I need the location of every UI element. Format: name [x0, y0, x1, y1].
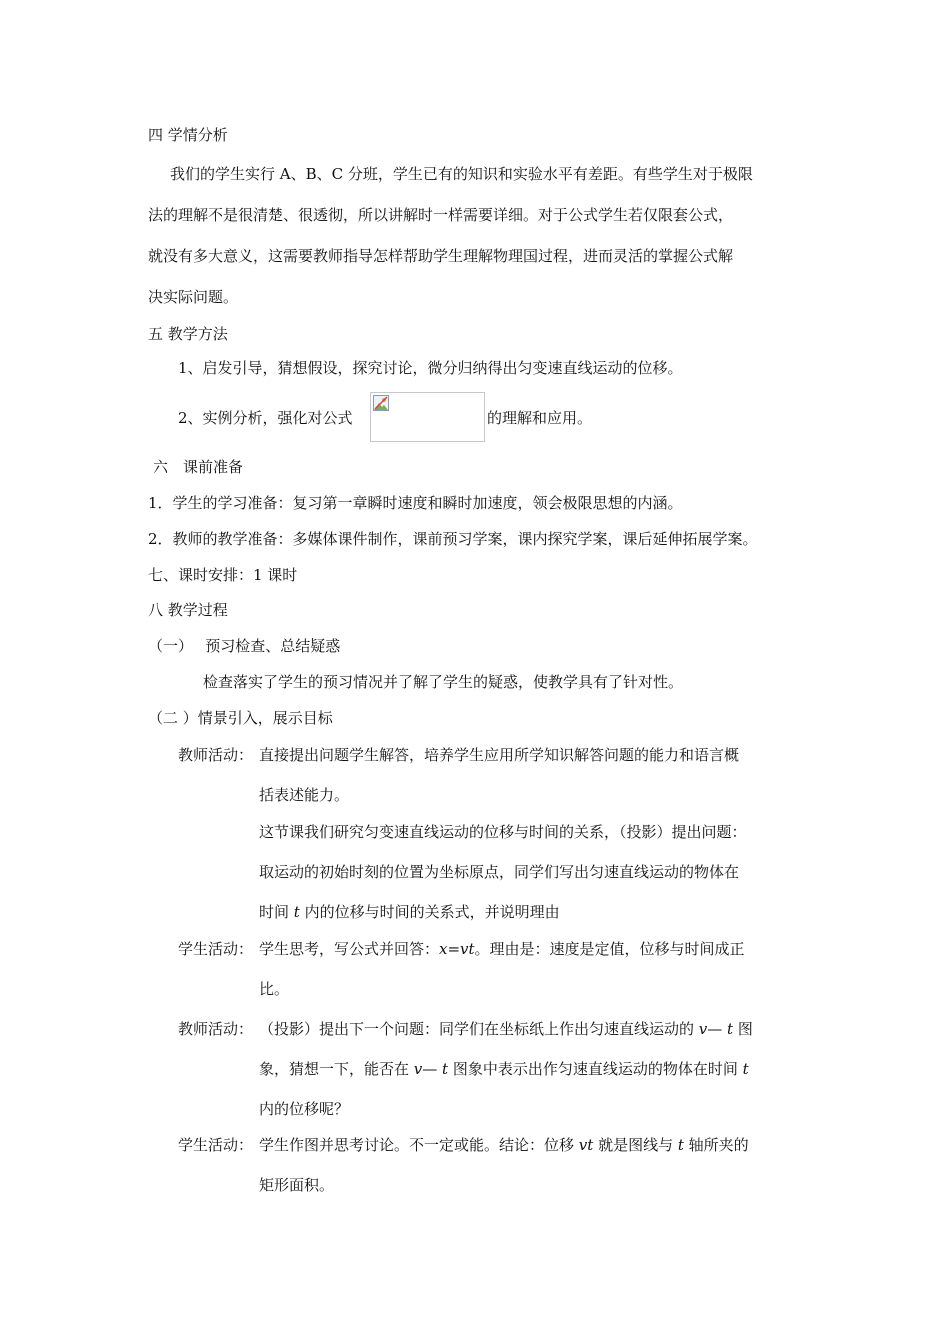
teacher-activity-2-label: 教师活动： — [178, 1020, 254, 1038]
sub2-heading: （二 ）情景引入，展示目标 — [148, 709, 333, 727]
section4-para-line2: 法的理解不是很清楚、很透彻，所以讲解时一样需要详细。对于公式学生若仅限套公式， — [148, 206, 734, 224]
teacher-activity-2-line1: （投影）提出下一个问题：同学们在坐标纸上作出匀速直线运动的 v— t 图 — [259, 1020, 753, 1038]
section5-item1: 1、启发引导，猜想假设，探究讨论，微分归纳得出匀变速直线运动的位移。 — [178, 359, 683, 377]
section5-item2-prefix: 2、实例分析，强化对公式 — [178, 409, 353, 427]
teacher-activity-1-line1: 直接提出问题学生解答，培养学生应用所学知识解答问题的能力和语言概 — [259, 746, 740, 764]
section8-heading: 八 教学过程 — [148, 601, 228, 619]
section4-heading: 四 学情分析 — [148, 126, 228, 144]
section6-item2: 2．教师的教学准备：多媒体课件制作，课前预习学案，课内探究学案，课后延伸拓展学案。 — [148, 530, 758, 548]
sub1-heading: （一） 预习检查、总结疑惑 — [148, 637, 341, 655]
student-activity-label: 学生活动： — [178, 940, 254, 958]
section4-para-line1: 我们的学生实行 A、B、C 分班，学生已有的知识和实验水平有差距。有些学生对于极限 — [170, 165, 753, 183]
teacher-activity-1-line5: 时间 t 内的位移与时间的关系式，并说明理由 — [259, 903, 560, 921]
broken-image-icon — [373, 395, 389, 411]
section4-para-line3: 就没有多大意义，这需要教师指导怎样帮助学生理解物理国过程，进而灵活的掌握公式解 — [148, 247, 734, 265]
student-activity-2-label: 学生活动： — [178, 1136, 254, 1154]
teacher-activity-2-line3: 内的位移呢？ — [259, 1100, 350, 1118]
section4-para-line4: 决实际问题。 — [148, 288, 239, 306]
sub1-text: 检查落实了学生的预习情况并了解了学生的疑惑，使教学具有了针对性。 — [203, 673, 684, 691]
teacher-activity-1-line3: 这节课我们研究匀变速直线运动的位移与时间的关系，（投影）提出问题： — [259, 823, 747, 841]
section6-item1: 1．学生的学习准备：复习第一章瞬时速度和瞬时加速度，领会极限思想的内涵。 — [148, 494, 683, 512]
section7-heading: 七、课时安排：1 课时 — [148, 566, 298, 584]
section6-heading: 六 课前准备 — [153, 458, 244, 476]
section5-item2-suffix: 的理解和应用。 — [487, 409, 593, 427]
teacher-activity-2-line2: 象，猜想一下，能否在 v— t 图象中表示出作匀速直线运动的物体在时间 t — [259, 1060, 749, 1078]
formula-image-placeholder — [370, 392, 485, 442]
student-activity-1-line1: 学生思考，写公式并回答：x=vt。理由是：速度是定值，位移与时间成正 — [259, 940, 745, 958]
student-activity-2-line1: 学生作图并思考讨论。不一定或能。结论：位移 vt 就是图线与 t 轴所夹的 — [259, 1136, 749, 1154]
student-activity-2-line2: 矩形面积。 — [259, 1176, 335, 1194]
section5-heading: 五 教学方法 — [148, 325, 228, 343]
teacher-activity-1-line4: 取运动的初始时刻的位置为坐标原点，同学们写出匀速直线运动的物体在 — [259, 863, 740, 881]
teacher-activity-1-line2: 括表述能力。 — [259, 786, 350, 804]
teacher-activity-label: 教师活动： — [178, 746, 254, 764]
student-activity-1-line2: 比。 — [259, 980, 290, 998]
